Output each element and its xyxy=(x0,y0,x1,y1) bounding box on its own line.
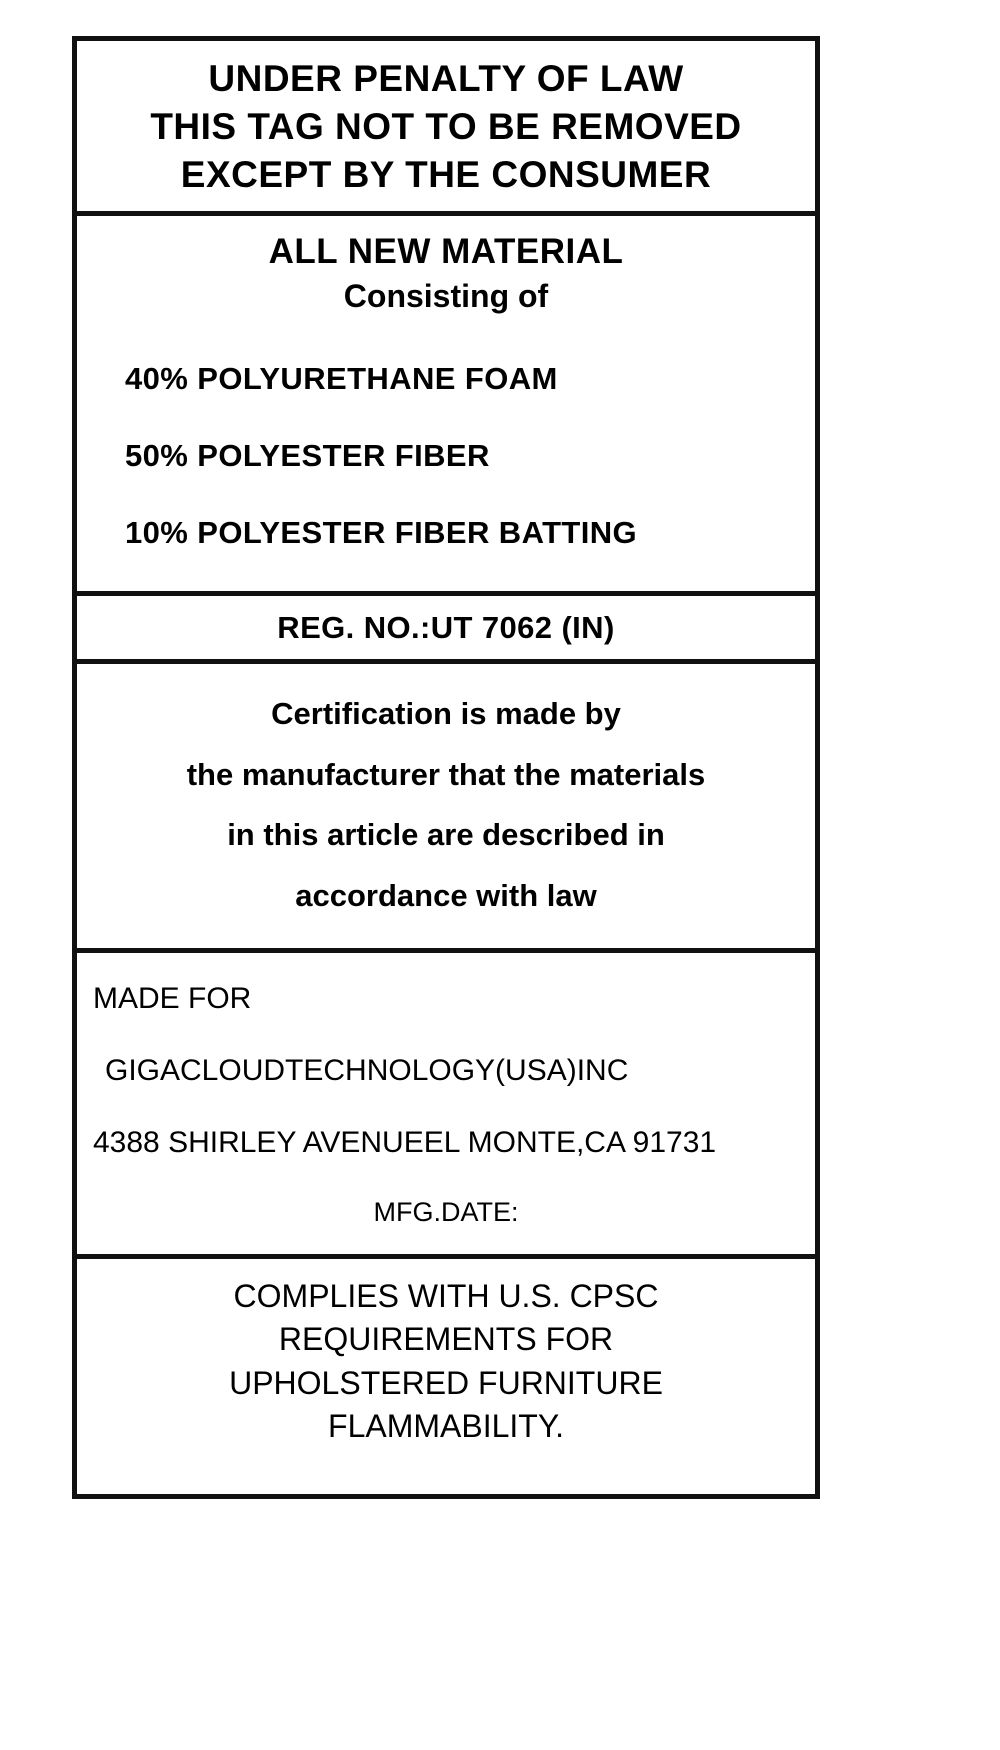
made-for-section xyxy=(77,953,815,1259)
certification-line-3: in this article are described in xyxy=(227,817,665,853)
compliance-line-3: UPHOLSTERED FURNITURE xyxy=(229,1364,663,1401)
material-component-list xyxy=(87,360,805,552)
material-heading: ALL NEW MATERIAL xyxy=(268,232,624,272)
material-subheading: Consisting of xyxy=(343,278,549,315)
made-for-label: MADE FOR xyxy=(93,982,252,1016)
certification-line-4: accordance with law xyxy=(295,877,597,913)
penalty-notice-line-2: THIS TAG NOT TO BE REMOVED xyxy=(150,106,742,148)
penalty-notice-line-1: UNDER PENALTY OF LAW xyxy=(208,58,684,99)
compliance-line-2: REQUIREMENTS FOR xyxy=(278,1321,614,1358)
penalty-notice-section xyxy=(77,41,815,216)
certification-section xyxy=(77,664,815,953)
made-for-address: 4388 SHIRLEY AVENUEEL MONTE,CA 91731 xyxy=(93,1126,717,1160)
material-component: 10% POLYESTER FIBER BATTING xyxy=(125,515,638,550)
registration-number: REG. NO.:UT 7062 (IN) xyxy=(277,610,615,646)
registration-section xyxy=(77,596,815,664)
mfg-date-field: MFG.DATE: xyxy=(373,1197,519,1228)
certification-line-2: the manufacturer that the materials xyxy=(186,756,706,792)
compliance-line-4: FLAMMABILITY. xyxy=(328,1407,564,1444)
compliance-line-1: COMPLIES WITH U.S. CPSC xyxy=(233,1278,659,1315)
material-content-section xyxy=(77,216,815,596)
material-component: 50% POLYESTER FIBER xyxy=(125,437,490,473)
material-component: 40% POLYURETHANE FOAM xyxy=(125,360,558,396)
upholstery-law-tag xyxy=(72,36,820,1499)
certification-line-1: Certification is made by xyxy=(271,696,621,732)
made-for-company: GIGACLOUDTECHNOLOGY(USA)INC xyxy=(105,1054,629,1088)
penalty-notice-line-3: EXCEPT BY THE CONSUMER xyxy=(180,154,712,196)
compliance-section xyxy=(77,1259,815,1494)
